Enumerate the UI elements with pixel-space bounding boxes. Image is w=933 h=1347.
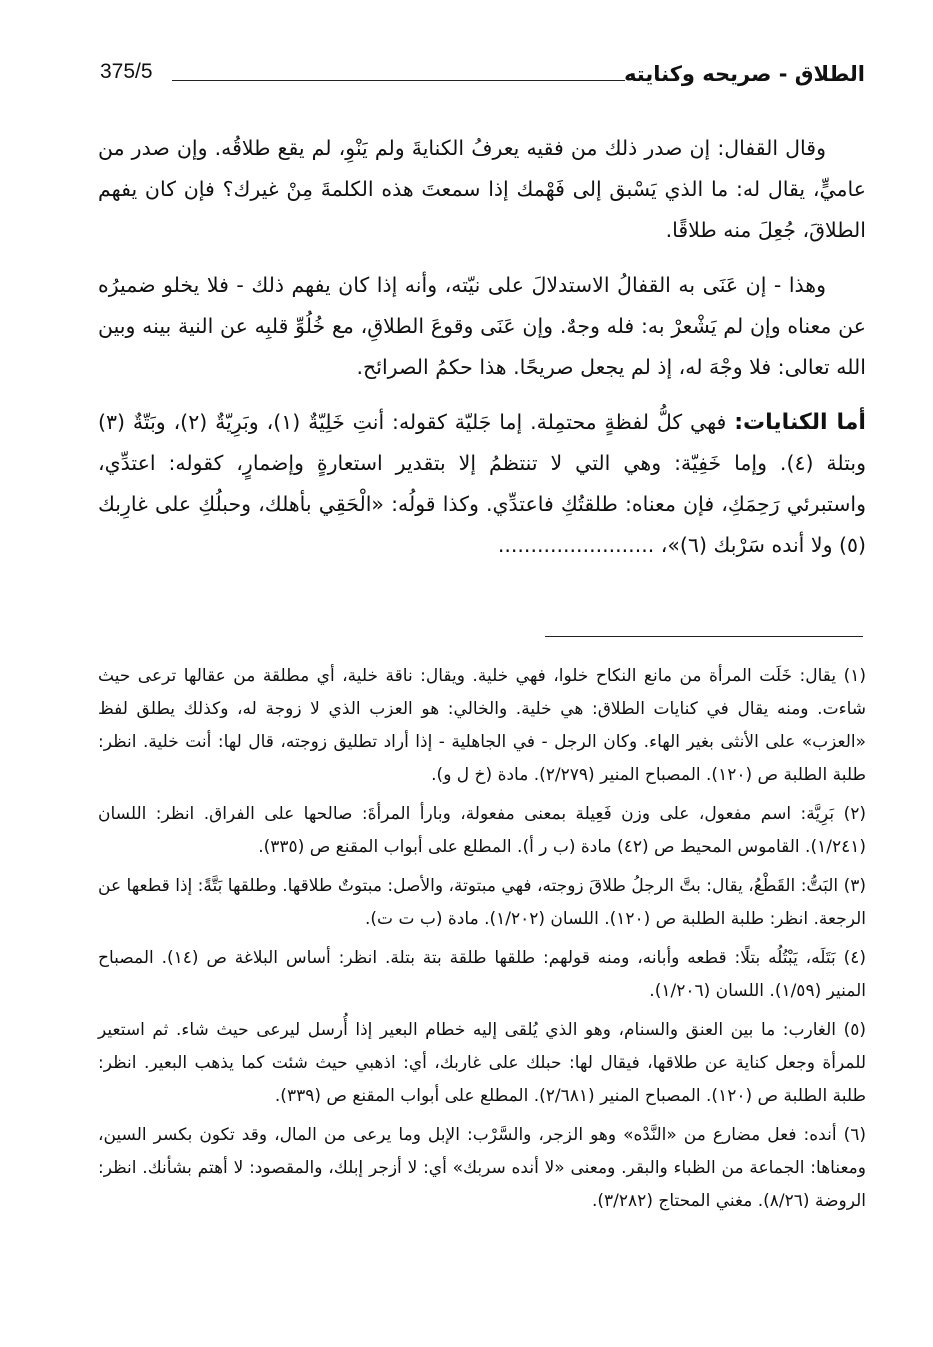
paragraph-qaffal: وقال القفال: إن صدر ذلك من فقيه يعرفُ الكنايةَ ولم يَنْوِ، لم يقع طلاقُه. وإن صدر من عاميٍّ، يقال له: ما الذي يَسْبق إلى فَهْمك إذا سمعتَ هذه الكلمةَ مِنْ غيرك؟ فإن كان يفهم الطلاقَ، جُعِلَ منه طلاقًا. (98, 136, 866, 242)
paragraph-kinayat (98, 402, 866, 566)
running-title: الطلاق - صريحه وكنايته (624, 62, 865, 86)
footnote-5: (٥) الغارب: ما بين العنق والسنام، وهو الذي يُلقى إليه خطام البعير إذا أُرسل ليرعى حيث شاء. ثم استعير للمرأة وجعل كناية عن طلاقها، فيقال لها: حبلك على غاربك، أي: اذهبي حيث شئت كما يذهب البعير. انظر: طلبة الطلبة ص (١٢٠). المصباح المنير (٢/٦٨١). المطلع على أبواب المقنع ص (٣٣٩). (98, 1020, 866, 1106)
header-rule (172, 80, 625, 81)
kinayat-heading: أما الكنايات: (734, 410, 866, 435)
footnote-1: (١) يقال: خَلَت المرأة من مانع النكاح خلوا، فهي خلية. ويقال: ناقة خلية، أي مطلقة من عقالها ترعى حيث شاءت. ومنه يقال في كنايات الطلاق: هي خلية. والخالي: هو العزب الذي لا زوجة له، وكذلك يطلق لفظ «العزب» على الأنثى بغير الهاء. وكان الرجل - في الجاهلية - إذا أراد تطليق زوجته، قال لها: أنت خلية. انظر: طلبة الطلبة ص (١٢٠). المصباح المنير (٢/٢٧٩). مادة (خ ل و). (98, 666, 866, 785)
footnote-2: (٢) بَرِيَّة: اسم مفعول، على وزن فَعِيلة بمعنى مفعولة، وبارأ المرأةَ: صالحها على الفراق. انظر: اللسان (١/٢٤١). القاموس المحيط ص (٤٢) مادة (ب ر أ). المطلع على أبواب المقنع ص (٣٣٥). (98, 804, 866, 857)
footnote-3: (٣) البَتُّ: القَطْعُ، يقال: بتَّ الرجلُ طلاقَ زوجته، فهي مبتوتة، والأصل: مبتوتٌ طلاقها. وطلقها بَتَّةً: إذا قطعها عن الرجعة. انظر: طلبة الطلبة ص (١٢٠). اللسان (١/٢٠٢). مادة (ب ت ت). (98, 876, 866, 929)
kinayat-text: فهي كلُّ لفظةٍ محتمِلة. إما جَليّة كقوله: أنتِ خَلِيّةٌ (١)، وبَرِيّةٌ (٢)، وبَتّةٌ (٣) وبتلة (٤). وإما خَفِيّة: وهي التي لا تنتظمُ إلا بتقدير استعارةٍ وإضمارٍ، كقوله: اعتدِّي، واستبرئي رَحِمَكِ، فإن معناه: طلقتُكِ فاعتدِّي. وكذا قولُه: «الْحَقِي بأهلك، وحبلُكِ على غارِبك (٥) ولا أنده سَرْبك (٦)»، ........................ (98, 410, 866, 557)
footnote-separator (545, 636, 863, 637)
page-number: 375/5 (100, 60, 153, 83)
page-header (100, 58, 865, 92)
footnotes (98, 660, 866, 1224)
paragraph-commentary: وهذا - إن عَنَى به القفالُ الاستدلالَ على نيّته، وأنه إذا كان يفهم ذلك - فلا يخلو ضميرُه عن معناه وإن لم يَشْعرْ به: فله وجهٌ. وإن عَنَى وقوعَ الطلاقِ، مع خُلُوِّ قلبِه عن النية بينه وبين الله تعالى: فلا وجْهَ له، إذ لم يجعل صريحًا. هذا حكمُ الصرائح. (98, 273, 866, 379)
main-text (98, 128, 866, 580)
footnote-4: (٤) بَتَلَه، يَبْتُلُه بتلًا: قطعه وأبانه، ومنه قولهم: طلقها طلقة بتة بتلة. انظر: أساس البلاغة ص (١٤). المصباح المنير (١/٥٩). اللسان (١/٢٠٦). (98, 948, 867, 1001)
footnote-6: (٦) أنده: فعل مضارع من «النَّدْه» وهو الزجر، والسَّرْب: الإبل وما يرعى من المال، وقد تكون بكسر السين، ومعناها: الجماعة من الظباء والبقر. ومعنى «لا أنده سربك» أي: لا أزجر إبلك، والمقصود: لا أهتم بشأنك. انظر: الروضة (٨/٢٦). مغني المحتاج (٣/٢٨٢). (98, 1125, 866, 1211)
